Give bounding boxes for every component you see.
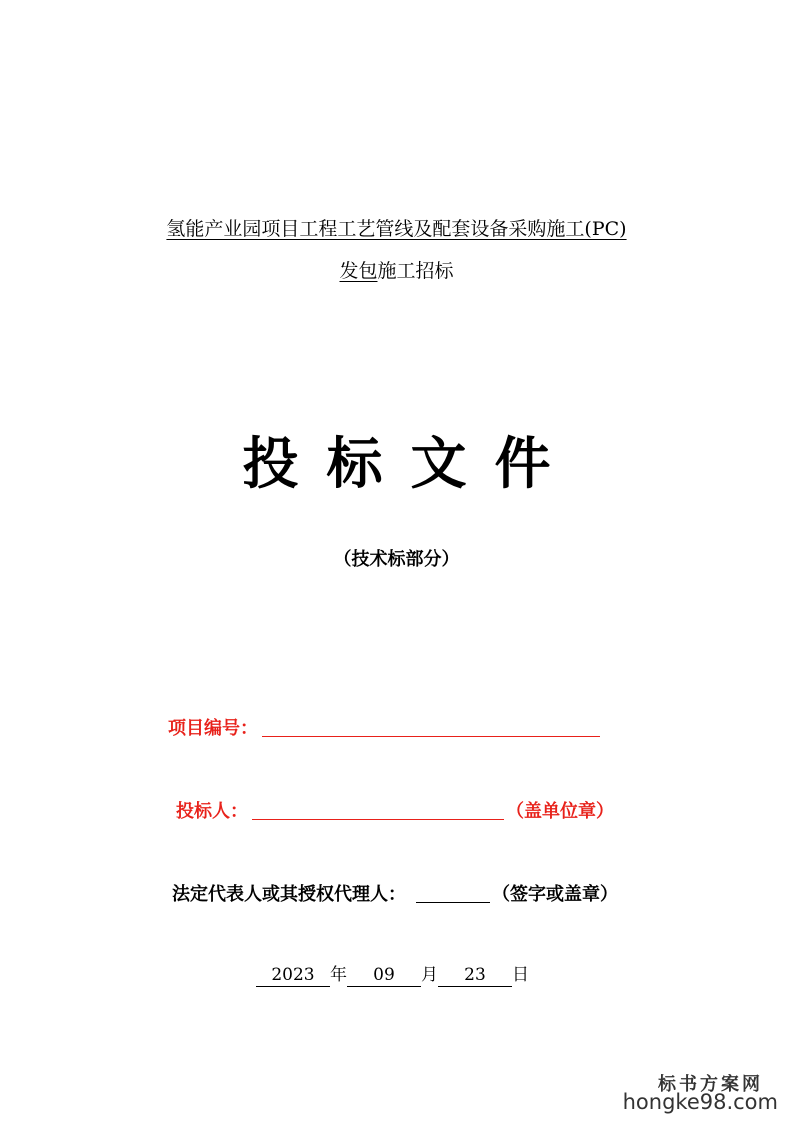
watermark-url: hongke98.com: [622, 1090, 778, 1114]
project-number-blank: [262, 712, 600, 737]
bidder-label: 投标人：: [176, 801, 248, 822]
date-day-unit: 日: [512, 965, 529, 985]
legal-rep-blank: [416, 878, 490, 903]
date-day: 23: [438, 964, 512, 987]
project-number-label: 项目编号：: [168, 718, 258, 739]
date-year-unit: 年: [330, 965, 347, 985]
watermark-site-name: 标书方案网: [658, 1074, 763, 1095]
document-title: 投标文件: [242, 431, 579, 497]
project-title-line-1: [0, 214, 793, 241]
project-title-line-2-underlined: 发包: [339, 260, 378, 282]
legal-rep-label: 法定代表人或其授权代理人：: [172, 884, 406, 905]
legal-rep-sign-note: （签字或盖章）: [492, 884, 618, 905]
date-year: 2023: [256, 964, 330, 987]
bidder-seal-note: （盖单位章）: [506, 801, 614, 822]
project-title-line-1-text: 氢能产业园项目工程工艺管线及配套设备采购施工(PC): [166, 218, 627, 240]
date-month-unit: 月: [421, 965, 438, 985]
date-month: 09: [347, 964, 421, 987]
document-subtitle: （技术标部分）: [333, 549, 460, 570]
project-title-line-2-rest: 施工招标: [377, 260, 454, 282]
project-title-line-2: [0, 256, 793, 283]
bidder-blank: [252, 795, 504, 820]
date-row: [256, 960, 529, 987]
